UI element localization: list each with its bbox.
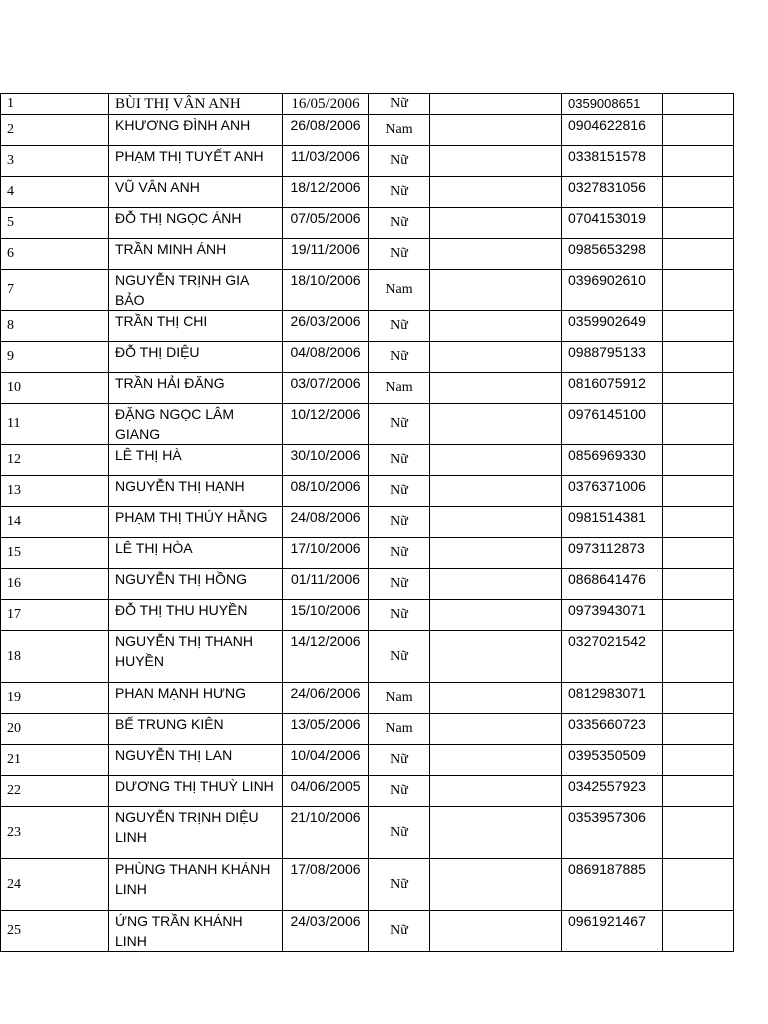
student-name: PHẠM THỊ THÚY HẰNG [109, 507, 283, 538]
student-number: 19 [1, 683, 109, 714]
empty-cell [430, 569, 562, 600]
student-gender: Nữ [369, 631, 430, 683]
student-table [0, 93, 734, 952]
table-row [1, 115, 734, 146]
table-row [1, 600, 734, 631]
student-phone: 0396902610 [562, 270, 663, 311]
student-number: 16 [1, 569, 109, 600]
table-row [1, 507, 734, 538]
student-gender: Nữ [369, 600, 430, 631]
empty-cell [430, 404, 562, 445]
student-gender: Nam [369, 373, 430, 404]
student-phone: 0973112873 [562, 538, 663, 569]
student-gender: Nữ [369, 208, 430, 239]
empty-cell [430, 714, 562, 745]
student-name: NGUYỄN THỊ THANH HUYỀN [109, 631, 283, 683]
student-gender: Nữ [369, 311, 430, 342]
student-name: ỨNG TRẦN KHÁNH LINH [109, 911, 283, 952]
student-gender: Nữ [369, 807, 430, 859]
student-phone: 0856969330 [562, 445, 663, 476]
student-phone: 0327021542 [562, 631, 663, 683]
student-number: 23 [1, 807, 109, 859]
empty-cell [663, 476, 734, 507]
student-dob: 26/08/2006 [283, 115, 369, 146]
student-phone: 0353957306 [562, 807, 663, 859]
student-phone: 0359008651 [562, 94, 663, 115]
student-number: 7 [1, 270, 109, 311]
student-number: 2 [1, 115, 109, 146]
student-name: PHẠM THỊ TUYẾT ANH [109, 146, 283, 177]
table-row [1, 776, 734, 807]
table-row [1, 683, 734, 714]
student-number: 21 [1, 745, 109, 776]
empty-cell [430, 859, 562, 911]
table-row [1, 373, 734, 404]
student-name: NGUYỄN TRỊNH GIA BẢO [109, 270, 283, 311]
student-number: 20 [1, 714, 109, 745]
student-dob: 03/07/2006 [283, 373, 369, 404]
student-name: NGUYỄN THỊ HỒNG [109, 569, 283, 600]
student-name: ĐỖ THỊ NGỌC ÁNH [109, 208, 283, 239]
student-name: TRẦN HẢI ĐĂNG [109, 373, 283, 404]
empty-cell [663, 507, 734, 538]
empty-cell [430, 538, 562, 569]
student-name: VŨ VÂN ANH [109, 177, 283, 208]
student-dob: 18/10/2006 [283, 270, 369, 311]
empty-cell [663, 538, 734, 569]
student-phone: 0359902649 [562, 311, 663, 342]
student-gender: Nữ [369, 538, 430, 569]
empty-cell [430, 146, 562, 177]
student-dob: 26/03/2006 [283, 311, 369, 342]
student-gender: Nữ [369, 569, 430, 600]
student-phone: 0973943071 [562, 600, 663, 631]
student-dob: 08/10/2006 [283, 476, 369, 507]
table-row [1, 94, 734, 115]
student-phone: 0961921467 [562, 911, 663, 952]
student-dob: 07/05/2006 [283, 208, 369, 239]
student-phone: 0812983071 [562, 683, 663, 714]
table-row [1, 146, 734, 177]
empty-cell [663, 270, 734, 311]
table-row [1, 807, 734, 859]
student-name: DƯƠNG THỊ THUỲ LINH [109, 776, 283, 807]
table-row [1, 631, 734, 683]
student-name: KHƯƠNG ĐÌNH ANH [109, 115, 283, 146]
student-gender: Nữ [369, 146, 430, 177]
student-phone: 0976145100 [562, 404, 663, 445]
table-row [1, 311, 734, 342]
student-phone: 0395350509 [562, 745, 663, 776]
empty-cell [430, 177, 562, 208]
student-number: 24 [1, 859, 109, 911]
table-row [1, 911, 734, 952]
student-gender: Nữ [369, 94, 430, 115]
student-number: 12 [1, 445, 109, 476]
student-number: 22 [1, 776, 109, 807]
empty-cell [430, 445, 562, 476]
student-gender: Nữ [369, 745, 430, 776]
student-gender: Nữ [369, 177, 430, 208]
table-row [1, 239, 734, 270]
student-number: 13 [1, 476, 109, 507]
table-row [1, 177, 734, 208]
student-dob: 14/12/2006 [283, 631, 369, 683]
empty-cell [663, 569, 734, 600]
empty-cell [663, 311, 734, 342]
student-number: 4 [1, 177, 109, 208]
empty-cell [663, 859, 734, 911]
student-number: 5 [1, 208, 109, 239]
student-phone: 0338151578 [562, 146, 663, 177]
table-row [1, 745, 734, 776]
student-phone: 0985653298 [562, 239, 663, 270]
student-dob: 15/10/2006 [283, 600, 369, 631]
student-dob: 17/10/2006 [283, 538, 369, 569]
table-row [1, 270, 734, 311]
student-dob: 17/08/2006 [283, 859, 369, 911]
table-row [1, 569, 734, 600]
empty-cell [663, 208, 734, 239]
student-number: 9 [1, 342, 109, 373]
student-name: ĐỖ THỊ DIỆU [109, 342, 283, 373]
student-name: ĐẶNG NGỌC LÂM GIANG [109, 404, 283, 445]
student-dob: 24/06/2006 [283, 683, 369, 714]
student-phone: 0981514381 [562, 507, 663, 538]
student-gender: Nữ [369, 476, 430, 507]
student-gender: Nam [369, 115, 430, 146]
empty-cell [430, 94, 562, 115]
student-phone: 0327831056 [562, 177, 663, 208]
empty-cell [663, 342, 734, 373]
student-gender: Nữ [369, 507, 430, 538]
student-gender: Nam [369, 683, 430, 714]
student-name: LÊ THỊ HÀ [109, 445, 283, 476]
table-row [1, 859, 734, 911]
student-gender: Nữ [369, 239, 430, 270]
student-name: BẾ TRUNG KIÊN [109, 714, 283, 745]
student-name: BÙI THỊ VÂN ANH [109, 94, 283, 115]
student-phone: 0868641476 [562, 569, 663, 600]
student-gender: Nữ [369, 342, 430, 373]
student-phone: 0704153019 [562, 208, 663, 239]
student-phone: 0988795133 [562, 342, 663, 373]
table-row [1, 538, 734, 569]
student-dob: 04/06/2005 [283, 776, 369, 807]
student-dob: 16/05/2006 [283, 94, 369, 115]
student-name: PHÙNG THANH KHÁNH LINH [109, 859, 283, 911]
empty-cell [430, 911, 562, 952]
student-name: ĐỖ THỊ THU HUYỀN [109, 600, 283, 631]
student-phone: 0342557923 [562, 776, 663, 807]
empty-cell [663, 404, 734, 445]
student-dob: 19/11/2006 [283, 239, 369, 270]
student-number: 6 [1, 239, 109, 270]
empty-cell [430, 631, 562, 683]
student-dob: 10/12/2006 [283, 404, 369, 445]
table-row [1, 714, 734, 745]
student-phone: 0376371006 [562, 476, 663, 507]
table-row [1, 404, 734, 445]
empty-cell [430, 373, 562, 404]
empty-cell [430, 311, 562, 342]
empty-cell [663, 714, 734, 745]
table-row [1, 208, 734, 239]
student-number: 18 [1, 631, 109, 683]
student-gender: Nữ [369, 404, 430, 445]
student-number: 3 [1, 146, 109, 177]
student-name: NGUYỄN THỊ HẠNH [109, 476, 283, 507]
empty-cell [663, 776, 734, 807]
student-gender: Nam [369, 714, 430, 745]
student-name: NGUYỄN THỊ LAN [109, 745, 283, 776]
student-number: 14 [1, 507, 109, 538]
student-gender: Nữ [369, 776, 430, 807]
empty-cell [663, 600, 734, 631]
student-name: PHAN MẠNH HƯNG [109, 683, 283, 714]
empty-cell [663, 177, 734, 208]
student-phone: 0869187885 [562, 859, 663, 911]
empty-cell [663, 146, 734, 177]
empty-cell [663, 683, 734, 714]
student-gender: Nữ [369, 859, 430, 911]
student-dob: 11/03/2006 [283, 146, 369, 177]
empty-cell [430, 115, 562, 146]
empty-cell [430, 745, 562, 776]
empty-cell [430, 807, 562, 859]
student-phone: 0335660723 [562, 714, 663, 745]
empty-cell [430, 342, 562, 373]
empty-cell [663, 115, 734, 146]
student-gender: Nữ [369, 445, 430, 476]
student-dob: 24/03/2006 [283, 911, 369, 952]
student-name: NGUYỄN TRỊNH DIỆU LINH [109, 807, 283, 859]
student-dob: 04/08/2006 [283, 342, 369, 373]
empty-cell [663, 94, 734, 115]
student-name: TRẦN MINH ÁNH [109, 239, 283, 270]
empty-cell [663, 239, 734, 270]
student-name: TRẦN THỊ CHI [109, 311, 283, 342]
student-dob: 21/10/2006 [283, 807, 369, 859]
student-number: 11 [1, 404, 109, 445]
student-gender: Nam [369, 270, 430, 311]
student-dob: 10/04/2006 [283, 745, 369, 776]
empty-cell [663, 911, 734, 952]
student-dob: 30/10/2006 [283, 445, 369, 476]
student-dob: 01/11/2006 [283, 569, 369, 600]
empty-cell [430, 239, 562, 270]
student-gender: Nữ [369, 911, 430, 952]
empty-cell [663, 373, 734, 404]
student-table-body [1, 94, 734, 952]
student-number: 15 [1, 538, 109, 569]
empty-cell [430, 270, 562, 311]
empty-cell [663, 445, 734, 476]
empty-cell [430, 683, 562, 714]
student-phone: 0904622816 [562, 115, 663, 146]
empty-cell [663, 745, 734, 776]
student-number: 8 [1, 311, 109, 342]
student-number: 1 [1, 94, 109, 115]
empty-cell [430, 600, 562, 631]
student-dob: 13/05/2006 [283, 714, 369, 745]
student-dob: 18/12/2006 [283, 177, 369, 208]
empty-cell [430, 507, 562, 538]
table-row [1, 342, 734, 373]
student-number: 10 [1, 373, 109, 404]
empty-cell [430, 776, 562, 807]
student-name: LÊ THỊ HÒA [109, 538, 283, 569]
table-row [1, 445, 734, 476]
student-number: 25 [1, 911, 109, 952]
student-dob: 24/08/2006 [283, 507, 369, 538]
empty-cell [663, 807, 734, 859]
empty-cell [430, 208, 562, 239]
student-number: 17 [1, 600, 109, 631]
table-row [1, 476, 734, 507]
empty-cell [430, 476, 562, 507]
student-phone: 0816075912 [562, 373, 663, 404]
empty-cell [663, 631, 734, 683]
